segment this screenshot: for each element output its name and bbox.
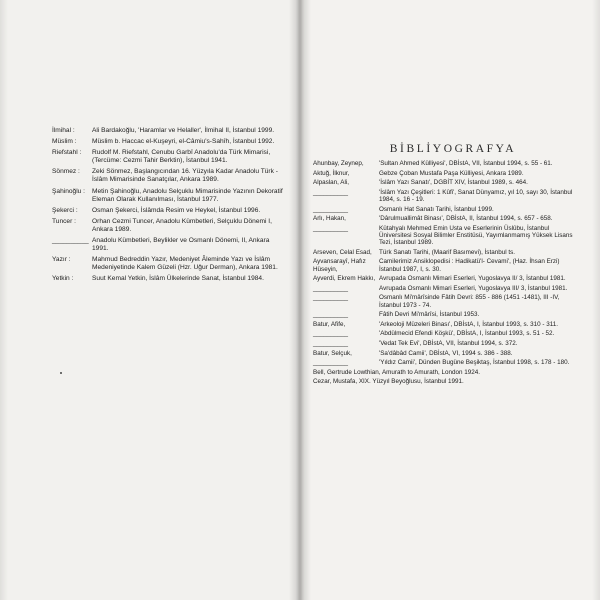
entry-text: Avrupada Osmanlı Mimari Eserleri, Yugoslavya III/ 3, İstanbul 1981. xyxy=(379,284,568,292)
entry-author: Ahunbay, Zeynep, xyxy=(313,160,364,167)
bibliography-entry xyxy=(313,206,577,213)
bibliography-list xyxy=(313,160,577,388)
entry-text: Zeki Sönmez, Başlangıcından 16. Yüzyıla Kadar Anadolu Türk - İslâm Mimarisinde Sanatçılar, Ankara 1989. xyxy=(92,168,278,184)
bibliography-entry xyxy=(313,170,577,177)
abbreviation-entry xyxy=(52,149,287,165)
entry-author: Arseven, Celal Esad, xyxy=(313,248,372,256)
bibliography-entry xyxy=(313,330,577,337)
entry-text: Osman Şekerci, İslâmda Resim ve Heykel, İstanbul 1996. xyxy=(92,206,261,214)
bibliography-entry xyxy=(313,179,577,186)
entry-text: Müslim b. Haccac el-Kuşeyri, el-Câmiu's-Sahîh, İstanbul 1992. xyxy=(92,138,275,146)
abbreviation-entry xyxy=(52,275,287,283)
entry-key: Yazır : xyxy=(52,256,71,264)
bibliography-entry xyxy=(313,225,577,247)
abbreviation-entry xyxy=(52,207,287,215)
entry-text: 'Vedat Tek Evi', DBİstA, VII, İstanbul 1994, s. 372. xyxy=(379,339,518,347)
page-edge-shadow xyxy=(592,0,600,600)
entry-author: __________ xyxy=(313,330,349,338)
entry-author: __________ xyxy=(313,339,349,347)
entry-author: __________ xyxy=(313,224,349,232)
entry-text: 'Dârulmuallimât Binası', DBİstA, II, İstanbul 1994, s. 657 - 658. xyxy=(379,215,553,223)
entry-author: __________ xyxy=(313,359,349,367)
entry-text: Kütahyalı Mehmed Emin Usta ve Eserlerinin Üslûbu, İstanbul Üniversitesi Sosyal Bilimler Enstitüsü, Yayımlanmamış Yüksek Lisans Tezi, İstanbul 1989. xyxy=(379,224,573,247)
entry-key: Tuncer : xyxy=(52,217,76,225)
entry-text: 'Sultan Ahmed Külliyesi', DBİstA, VII, İstanbul 1994, s. 55 - 61. xyxy=(379,160,553,167)
abbreviation-entry xyxy=(52,218,287,234)
entry-text: 'İslâm Yazı Sanatı', DGBİT XIV, İstanbul 1989, s. 464. xyxy=(379,179,528,187)
bibliography-entry xyxy=(313,378,577,385)
book-gutter xyxy=(289,0,311,600)
bibliography-entry xyxy=(313,321,577,328)
bibliography-entry xyxy=(313,294,577,308)
entry-author: __________ xyxy=(313,205,349,213)
entry-text: Suut Kemal Yetkin, İslâm Ülkelerinde Sanat, İstanbul 1984. xyxy=(92,275,264,283)
left-page xyxy=(0,0,298,600)
bibliography-entry xyxy=(313,160,577,167)
entry-text: 'İslâm Yazı Çeşitleri: 1 Kûfi', Sanat Dünyamız, yıl 10, sayı 30, İstanbul 1984, s. 16 - 19. xyxy=(379,188,573,203)
bibliography-entry xyxy=(313,369,577,376)
entry-text: Ali Bardakoğlu, 'Haramlar ve Helaller', İlmihal II, İstanbul 1999. xyxy=(92,127,275,134)
bibliography-entry xyxy=(313,350,577,357)
bibliography-entry xyxy=(313,340,577,347)
entry-author: __________ xyxy=(313,284,349,292)
entry-key: Müslim : xyxy=(52,138,77,146)
entry-text: Gebze Çoban Mustafa Paşa Külliyesi, Ankara 1989. xyxy=(379,169,524,177)
abbreviation-entry xyxy=(52,138,287,146)
entry-author: Alpaslan, Ali, xyxy=(313,179,350,187)
entry-key: Şahinoğlu : xyxy=(52,187,85,195)
entry-text: 'Abdülmecid Efendi Köşkü', DBİstA, I, İstanbul 1993, s. 51 - 52. xyxy=(379,330,555,338)
entry-author: Aktuğ, İlknur, xyxy=(313,169,350,177)
entry-text: 'Sa'dâbâd Camii', DBİstA, VI, 1994 s. 386 - 388. xyxy=(379,349,513,357)
bibliography-entry xyxy=(313,189,577,203)
entry-key: Yetkin : xyxy=(52,275,74,283)
entry-author: Ayvansarayî, Hafız Hüseyin, xyxy=(313,258,366,273)
bibliography-entry xyxy=(313,359,577,366)
abbreviation-list xyxy=(52,127,287,287)
bibliography-entry xyxy=(313,275,577,282)
entry-key: Riefstahl : xyxy=(52,149,82,157)
entry-text: 'Yıldız Camii', Dünden Bugüne Beşiktaş, İstanbul 1998, s. 178 - 180. xyxy=(379,359,570,367)
entry-author: Arlı, Hakan, xyxy=(313,215,346,223)
entry-text: Metin Şahinoğlu, Anadolu Selçuklu Mimarisinde Yazının Dekoratif Eleman Olarak Kullanılması, İstanbul 1977. xyxy=(92,187,283,203)
entry-text: Anadolu Kümbetleri, Beylikler ve Osmanlı Dönemi, II, Ankara 1991. xyxy=(92,237,270,253)
bibliography-entry xyxy=(313,311,577,318)
entry-text: Rudolf M. Riefstahl, Cenubu Garbî Anadolu'da Türk Mimarisi, (Tercüme: Cezmi Tahir Berktin), İstanbul 1941. xyxy=(92,149,271,165)
abbreviation-entry xyxy=(52,237,287,253)
page-edge-shadow xyxy=(0,0,8,600)
entry-key: Şekerci : xyxy=(52,206,78,214)
entry-text: Camilerimiz Ansiklopedisi : Hadikatü'l- Cevami', (Haz. İhsan Erzi) İstanbul 1987, I, s. 30. xyxy=(379,258,560,273)
abbreviation-entry xyxy=(52,188,287,204)
entry-text: Türk Sanatı Tarihi, (Maarif Basımevi), İstanbul ts. xyxy=(379,248,516,256)
abbreviation-entry xyxy=(52,168,287,184)
bibliography-entry xyxy=(313,258,577,272)
bibliography-entry xyxy=(313,215,577,222)
entry-text: Osmanlı Mi'mârîsinde Fâtih Devri: 855 - 886 (1451 -1481), III -IV, İstanbul 1973 - 74. xyxy=(379,294,560,309)
entry-author: __________ xyxy=(313,311,349,319)
entry-text: Cezar, Mustafa, XIX. Yüzyıl Beyoğlusu, İstanbul 1991. xyxy=(313,378,464,386)
ink-dot xyxy=(60,372,62,374)
entry-key: __________ xyxy=(52,237,89,245)
entry-author: __________ xyxy=(313,294,349,302)
entry-text: Mahmud Bedreddin Yazır, Medeniyet Âleminde Yazı ve İslâm Medeniyetinde Kalem Güzeli (Hzr. Uğur Derman), Ankara 1981. xyxy=(92,256,278,272)
entry-text: Osmanlı Hat Sanatı Tarihi, İstanbul 1999. xyxy=(379,205,494,213)
entry-text: Fâtih Devri Mi'mârîsi, İstanbul 1953. xyxy=(379,311,480,319)
bibliography-entry xyxy=(313,249,577,256)
entry-author: __________ xyxy=(313,188,349,196)
entry-text: 'Arkeoloji Müzeleri Binası', DBİstA, I, İstanbul 1993, s. 310 - 311. xyxy=(379,320,559,328)
entry-key: Sönmez : xyxy=(52,168,80,176)
bibliography-title: BİBLİYOGRAFYA xyxy=(389,143,517,155)
entry-text: Bell, Gertrude Lowthian, Amurath to Amurath, London 1924. xyxy=(313,368,480,376)
bibliography-entry xyxy=(313,285,577,292)
entry-key: İlmihal : xyxy=(52,127,75,134)
abbreviation-entry xyxy=(52,127,287,135)
entry-text: Avrupada Osmanlı Mimari Eserleri, Yugoslavya II/ 3, İstanbul 1981. xyxy=(379,275,566,283)
entry-author: Batur, Afife, xyxy=(313,320,346,328)
entry-text: Orhan Cezmi Tuncer, Anadolu Kümbetleri, Selçuklu Dönemi I, Ankara 1989. xyxy=(92,217,272,233)
abbreviation-entry xyxy=(52,256,287,272)
entry-author: Ayverdi, Ekrem Hakkı, xyxy=(313,275,376,283)
entry-author: Batur, Selçuk, xyxy=(313,349,352,357)
